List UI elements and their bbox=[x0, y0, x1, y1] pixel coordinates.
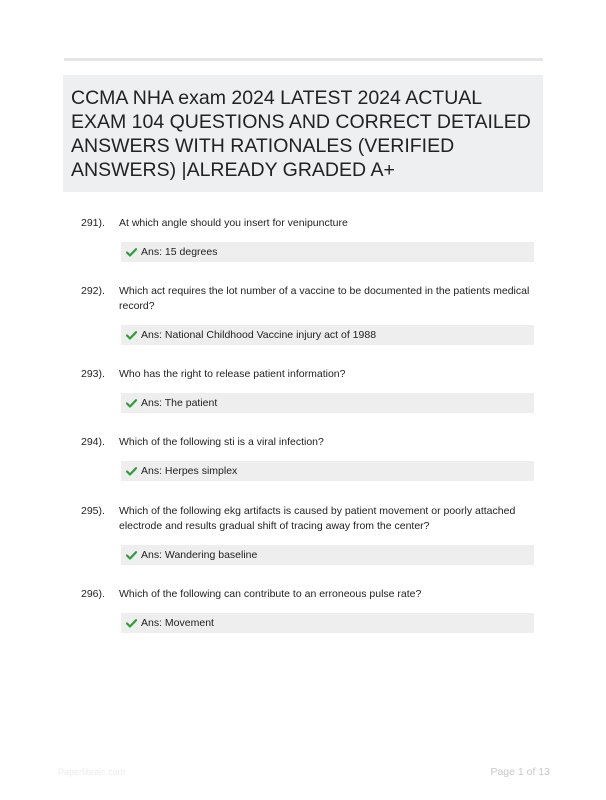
answer-box bbox=[121, 613, 534, 633]
page-indicator: Page 1 of 13 bbox=[490, 766, 550, 778]
answer-box bbox=[121, 461, 534, 481]
question-number: 294). bbox=[81, 436, 105, 448]
answer-box bbox=[121, 242, 534, 262]
answer-text: Ans: 15 degrees bbox=[141, 246, 218, 258]
answer-text: Ans: Herpes simplex bbox=[141, 465, 238, 477]
question-number: 296). bbox=[81, 588, 105, 600]
answer-box bbox=[121, 393, 534, 413]
check-icon bbox=[125, 397, 137, 409]
question-text: Which of the following ekg artifacts is caused by patient movement or poorly attached electrode and results gradual shift of tracing away from the center? bbox=[119, 505, 516, 532]
answer-text: Ans: The patient bbox=[141, 397, 218, 409]
question-number: 295). bbox=[81, 505, 105, 517]
check-icon bbox=[125, 549, 137, 561]
check-icon bbox=[125, 246, 137, 258]
check-icon bbox=[125, 617, 137, 629]
question-item bbox=[81, 587, 543, 633]
question-item bbox=[81, 216, 543, 262]
question-number: 291). bbox=[81, 217, 105, 229]
question-item bbox=[81, 284, 543, 345]
footer-watermark: Paperlibraic.com bbox=[58, 767, 126, 777]
question-text: At which angle should you insert for venipuncture bbox=[119, 217, 348, 229]
question-item bbox=[81, 367, 543, 413]
question-item bbox=[81, 504, 543, 565]
question-number: 292). bbox=[81, 285, 105, 297]
question-text: Which of the following can contribute to an erroneous pulse rate? bbox=[119, 588, 422, 600]
question-item bbox=[81, 435, 543, 481]
question-text: Who has the right to release patient information? bbox=[119, 368, 346, 380]
answer-text: Ans: Movement bbox=[141, 617, 214, 629]
question-text: Which of the following sti is a viral infection? bbox=[119, 436, 324, 448]
answer-text: Ans: Wandering baseline bbox=[141, 549, 258, 561]
top-divider bbox=[64, 58, 543, 61]
question-text: Which act requires the lot number of a vaccine to be documented in the patients medical record? bbox=[119, 285, 530, 312]
check-icon bbox=[125, 329, 137, 341]
title-banner bbox=[63, 75, 543, 192]
answer-box bbox=[121, 545, 534, 565]
answer-box bbox=[121, 325, 534, 345]
answer-text: Ans: National Childhood Vaccine injury act of 1988 bbox=[141, 329, 377, 341]
check-icon bbox=[125, 465, 137, 477]
document-title: CCMA NHA exam 2024 LATEST 2024 ACTUAL EXAM 104 QUESTIONS AND CORRECT DETAILED ANSWERS WITH RATIONALES (VERIFIED ANSWERS) |ALREADY GRADED A+ bbox=[71, 87, 536, 181]
question-number: 293). bbox=[81, 368, 105, 380]
